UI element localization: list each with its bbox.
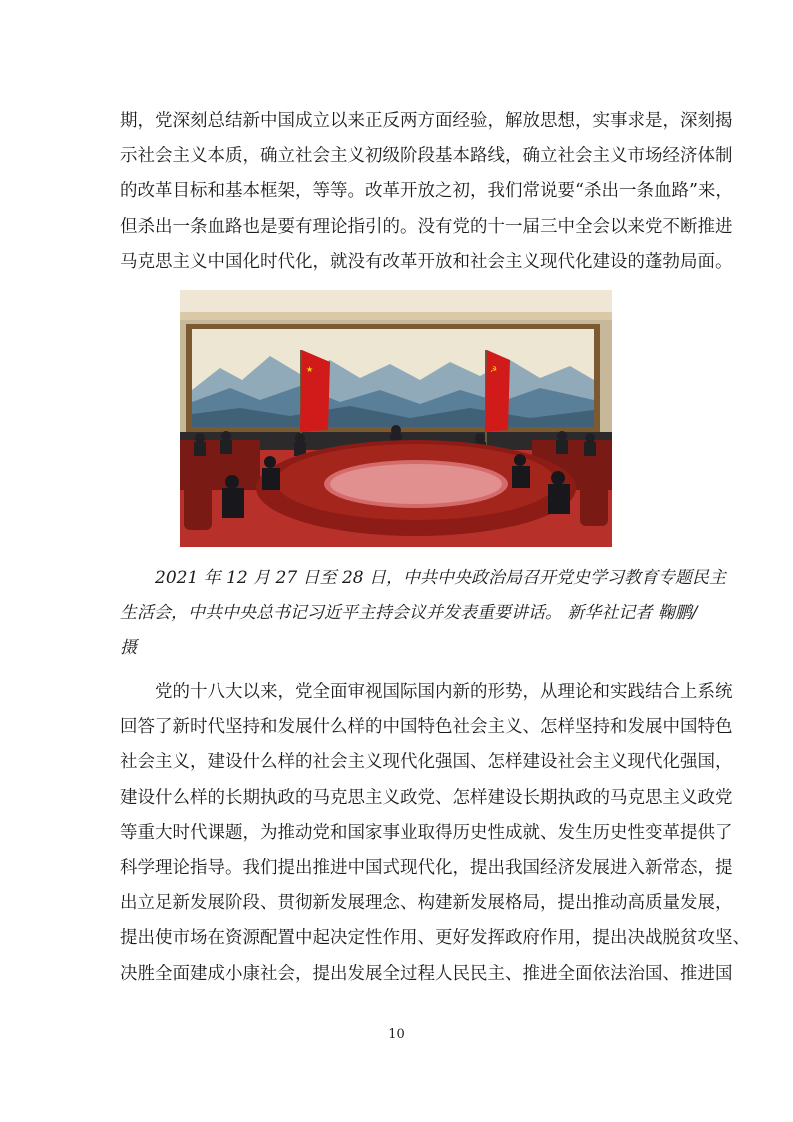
svg-text:★: ★ bbox=[306, 365, 314, 374]
text-line: 等重大时代课题，为推动党和国家事业取得历史性成就、发生历史性变革提供了 bbox=[120, 822, 733, 843]
meeting-photo bbox=[180, 290, 612, 547]
text-line: 示社会主义本质，确立社会主义初级阶段基本路线，确立社会主义市场经济体制 bbox=[120, 146, 733, 167]
text-line: 建设什么样的长期执政的马克思主义政党、怎样建设长期执政的马克思主义政党 bbox=[120, 787, 733, 808]
body-paragraph-bottom bbox=[120, 675, 750, 992]
text-line: 马克思主义中国化时代化，就没有改革开放和社会主义现代化建设的蓬勃局面。 bbox=[120, 251, 733, 272]
caption-line: 摄 bbox=[120, 638, 137, 659]
text-line: 但杀出一条血路也是要有理论指引的。没有党的十一届三中全会以来党不断推进 bbox=[120, 216, 733, 237]
text-line: 党的十八大以来，党全面审视国际国内新的形势，从理论和实践结合上系统 bbox=[155, 682, 733, 702]
text-line: 回答了新时代坚持和发展什么样的中国特色社会主义、怎样坚持和发展中国特色 bbox=[120, 717, 733, 738]
text-line: 科学理论指导。我们提出推进中国式现代化，提出我国经济发展进入新常态，提 bbox=[120, 857, 733, 878]
text-line: 的改革目标和基本框架，等等。改革开放之初，我们常说要“杀出一条血路”来， bbox=[120, 181, 733, 202]
text-line: 出立足新发展阶段、贯彻新发展理念、构建新发展格局，提出推动高质量发展， bbox=[120, 893, 733, 914]
caption-line: 生活会，中共中央总书记习近平主持会议并发表重要讲话。 新华社记者 鞠鹏/ bbox=[120, 603, 698, 624]
text-line: 决胜全面建成小康社会，提出发展全过程人民民主、推进全面依法治国、推进国 bbox=[120, 963, 733, 984]
text-line: 期，党深刻总结新中国成立以来正反两方面经验，解放思想，实事求是，深刻揭 bbox=[120, 111, 733, 131]
body-paragraph-top bbox=[120, 104, 733, 280]
caption-line: 2021 年 12 月 27 日至 28 日，中共中央政治局召开党史学习教育专题民主 bbox=[155, 568, 726, 588]
photo-caption bbox=[120, 561, 726, 667]
text-line: 社会主义，建设什么样的社会主义现代化强国、怎样建设社会主义现代化强国， bbox=[120, 752, 733, 773]
page-number: 10 bbox=[388, 1027, 405, 1042]
text-line: 提出使市场在资源配置中起决定性作用、更好发挥政府作用，提出决战脱贫攻坚、 bbox=[120, 928, 750, 949]
svg-text:☭: ☭ bbox=[490, 365, 498, 374]
